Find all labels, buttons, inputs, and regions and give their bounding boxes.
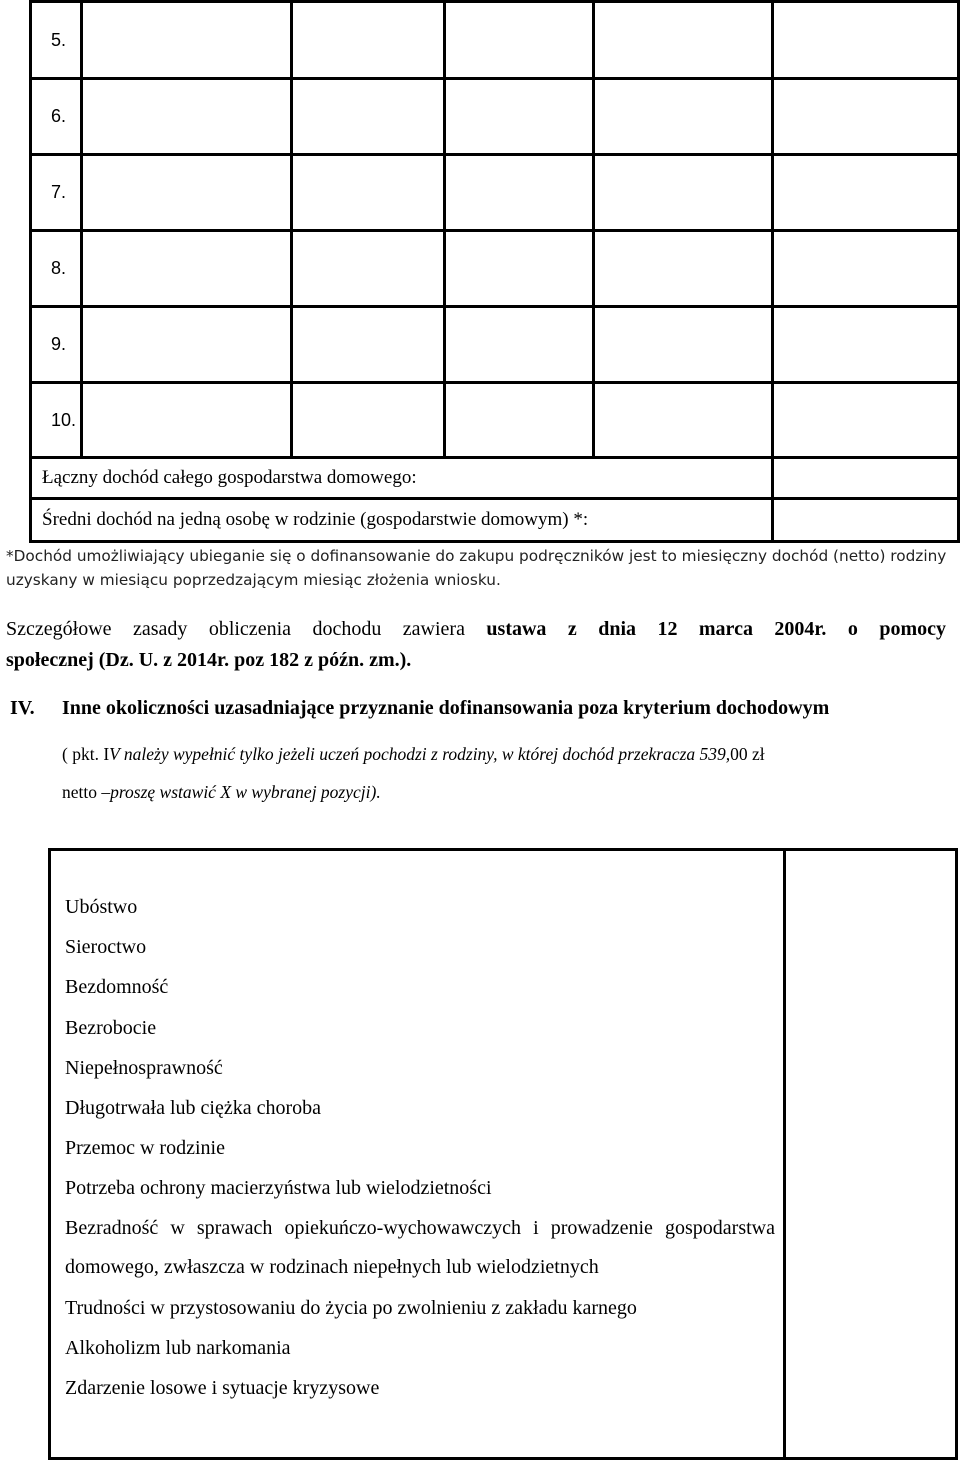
total-income-input[interactable] xyxy=(771,456,960,500)
input-cell[interactable] xyxy=(443,381,595,459)
criteria-item: Bezdomność xyxy=(65,976,169,999)
criteria-item: Sieroctwo xyxy=(65,936,147,959)
row-number-cell xyxy=(29,381,83,459)
criteria-item: Ubóstwo xyxy=(65,896,138,918)
input-cell[interactable] xyxy=(80,77,293,156)
row-number-cell xyxy=(29,305,83,384)
input-cell[interactable] xyxy=(771,229,960,308)
input-cell[interactable] xyxy=(80,305,293,384)
rules-line-1 xyxy=(6,614,946,645)
input-cell[interactable] xyxy=(592,305,774,384)
criteria-item: Niepełnosprawność xyxy=(65,1056,223,1079)
input-cell[interactable] xyxy=(443,77,595,156)
input-cell[interactable] xyxy=(592,153,774,232)
table-row xyxy=(29,381,960,459)
criteria-item: Zdarzenie losowe i sytuacje kryzysowe xyxy=(65,1377,380,1400)
input-cell[interactable] xyxy=(771,153,960,232)
average-income-input[interactable] xyxy=(771,497,960,543)
input-cell[interactable] xyxy=(80,153,293,232)
input-cell[interactable] xyxy=(771,0,960,80)
rules-law-reference: ustawa z dnia 12 marca 2004r. o pomocy xyxy=(486,618,946,640)
row-number-cell xyxy=(29,153,83,232)
table-row xyxy=(29,229,960,308)
selection-column[interactable] xyxy=(786,851,955,1457)
rules-law-reference-cont: społecznej (Dz. U. z 2014r. poz 182 z późn. zm.). xyxy=(6,649,412,671)
input-cell[interactable] xyxy=(443,305,595,384)
input-cell[interactable] xyxy=(80,381,293,459)
criteria-list xyxy=(65,887,775,1408)
rules-prefix: Szczegółowe zasady obliczenia dochodu zawiera xyxy=(6,618,465,640)
table-row xyxy=(29,0,960,80)
criteria-item: Bezradność w sprawach opiekuńczo-wychowawczych i prowadzenie gospodarstwa domowego, zwłaszcza w rodzinach niepełnych lub wielodzietnych xyxy=(65,1216,775,1279)
total-income-label xyxy=(29,456,774,500)
income-footnote: *Dochód umożliwiający ubieganie się o dofinansowanie do zakupu podręczników jest to miesięczny dochód (netto) rodziny uzyskany w miesiącu poprzedzającym miesiąc złożenia wniosku. xyxy=(6,547,947,589)
rules-line-2 xyxy=(6,645,946,676)
note-amount: 00 zł xyxy=(730,744,765,764)
input-cell[interactable] xyxy=(290,305,446,384)
section-note-line-2 xyxy=(62,773,947,811)
average-income-row xyxy=(29,497,960,543)
row-number-cell xyxy=(29,0,83,80)
input-cell[interactable] xyxy=(290,229,446,308)
input-cell[interactable] xyxy=(80,0,293,80)
total-income-row xyxy=(29,456,960,500)
criteria-table xyxy=(48,848,958,1460)
average-income-label xyxy=(29,497,774,543)
criteria-item: Alkoholizm lub narkomania xyxy=(65,1336,291,1359)
row-number: 10. xyxy=(51,409,77,430)
income-table xyxy=(29,0,960,543)
row-number: 5. xyxy=(51,29,67,50)
table-row xyxy=(29,153,960,232)
input-cell[interactable] xyxy=(443,229,595,308)
average-income-text: Średni dochód na jedną osobę w rodzinie (gospodarstwie domowym) *: xyxy=(42,509,589,530)
section-title: Inne okoliczności uzasadniające przyznanie dofinansowania poza kryterium dochodowym xyxy=(62,697,830,719)
input-cell[interactable] xyxy=(290,77,446,156)
section-number: IV. xyxy=(10,697,35,719)
section-note-line-1 xyxy=(62,735,947,773)
input-cell[interactable] xyxy=(771,305,960,384)
row-number: 6. xyxy=(51,106,67,126)
note-prefix: ( pkt. I xyxy=(62,744,110,764)
row-number: 8. xyxy=(51,258,67,278)
row-number-cell xyxy=(29,229,83,308)
input-cell[interactable] xyxy=(592,77,774,156)
note-italic-2: –proszę wstawić X w wybranej pozycji). xyxy=(101,782,381,802)
criteria-item: Przemoc w rodzinie xyxy=(65,1137,225,1160)
row-number-cell xyxy=(29,77,83,156)
table-row xyxy=(29,77,960,156)
rules-paragraph xyxy=(6,614,946,676)
criteria-item: Bezrobocie xyxy=(65,1016,157,1039)
input-cell[interactable] xyxy=(592,0,774,80)
table-row xyxy=(29,305,960,384)
input-cell[interactable] xyxy=(443,0,595,80)
criteria-item: Potrzeba ochrony macierzyństwa lub wielodzietności xyxy=(65,1177,492,1200)
input-cell[interactable] xyxy=(771,77,960,156)
input-cell[interactable] xyxy=(443,153,595,232)
criteria-item: Trudności w przystosowaniu do życia po zwolnieniu z zakładu karnego xyxy=(65,1296,637,1319)
input-cell[interactable] xyxy=(771,381,960,459)
section-instructions xyxy=(62,735,947,811)
input-cell[interactable] xyxy=(290,153,446,232)
input-cell[interactable] xyxy=(80,229,293,308)
input-cell[interactable] xyxy=(592,381,774,459)
input-cell[interactable] xyxy=(592,229,774,308)
note-italic-1: V należy wypełnić tylko jeżeli uczeń pochodzi z rodziny, w której dochód przekracza 539, xyxy=(109,744,731,764)
input-cell[interactable] xyxy=(290,381,446,459)
total-income-text: Łączny dochód całego gospodarstwa domowego: xyxy=(42,467,417,488)
input-cell[interactable] xyxy=(290,0,446,80)
criteria-item: Długotrwała lub ciężka choroba xyxy=(65,1097,322,1120)
row-number: 9. xyxy=(51,334,67,354)
note-line2-prefix: netto xyxy=(62,782,102,802)
row-number: 7. xyxy=(51,182,67,202)
